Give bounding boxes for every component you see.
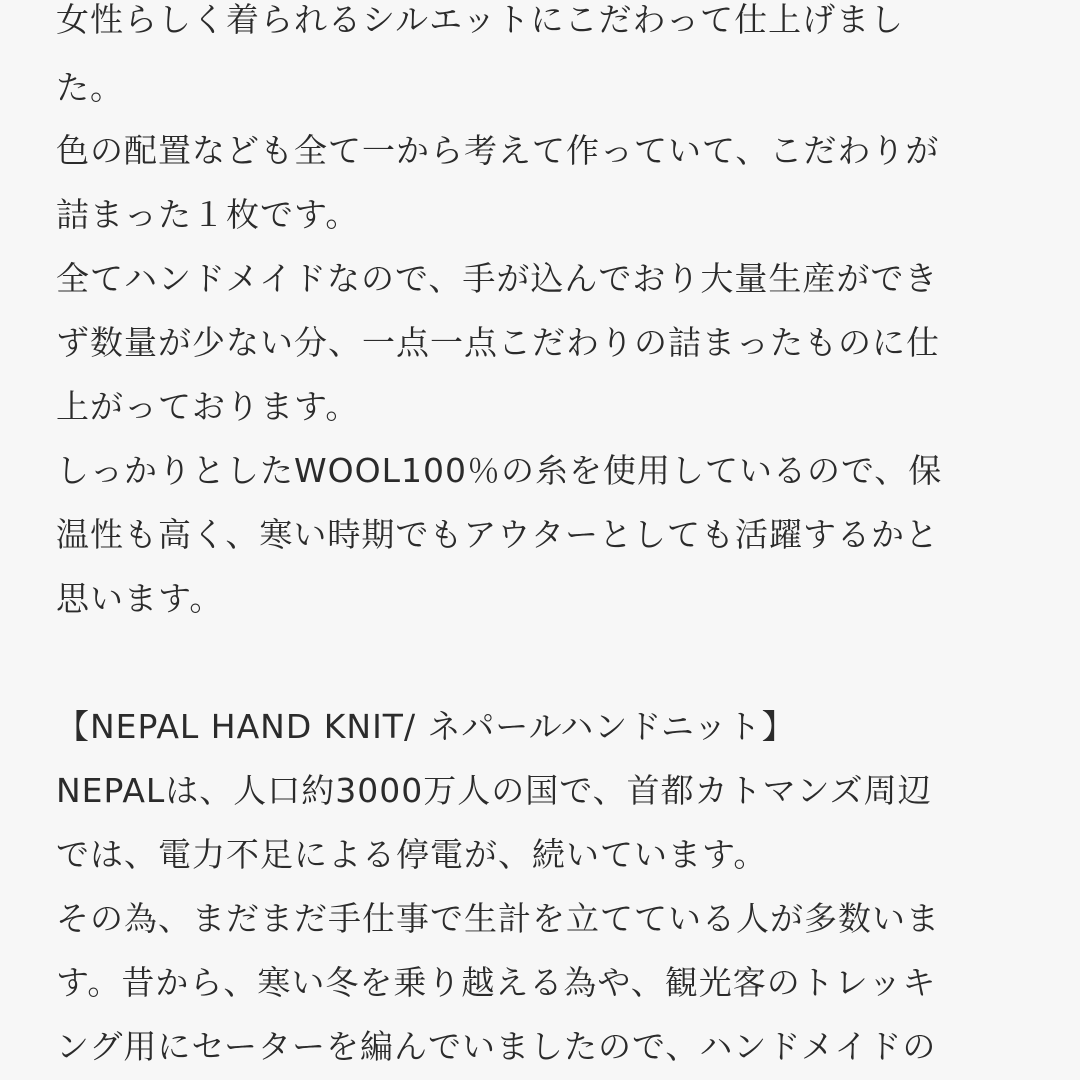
description-line: NEPALは、人口約3000万人の国で、首都カトマンズ周辺 [56, 771, 932, 810]
description-line: 詰まった１枚です。 [56, 195, 360, 234]
section-heading: 【NEPAL HAND KNIT/ ネパールハンドニット】 [56, 707, 796, 746]
description-line: しっかりとしたWOOL100％の糸を使用しているので、保 [56, 451, 943, 490]
description-line: た。 [56, 68, 124, 107]
description-line: す。昔から、寒い冬を乗り越える為や、観光客のトレッキ [56, 963, 937, 1002]
description-line: 思います。 [56, 579, 224, 618]
description-line: ず数量が少ない分、一点一点こだわりの詰まったものに仕 [56, 323, 940, 362]
description-line: ング用にセーターを編んでいましたので、ハンドメイドの [56, 1027, 937, 1066]
description-line: 色の配置なども全て一から考えて作っていて、こだわりが [56, 131, 940, 170]
description-line: 全てハンドメイドなので、手が込んでおり大量生産ができ [56, 259, 939, 298]
description-line: 上がっております。 [56, 387, 360, 426]
description-line: その為、まだまだ手仕事で生計を立てている人が多数いま [56, 899, 940, 938]
description-line: では、電力不足による停電が、続いています。 [56, 835, 768, 874]
description-line: 女性らしく着られるシルエットにこだわって仕上げまし [56, 0, 905, 39]
description-line: 温性も高く、寒い時期でもアウターとしても活躍するかと [56, 515, 940, 554]
